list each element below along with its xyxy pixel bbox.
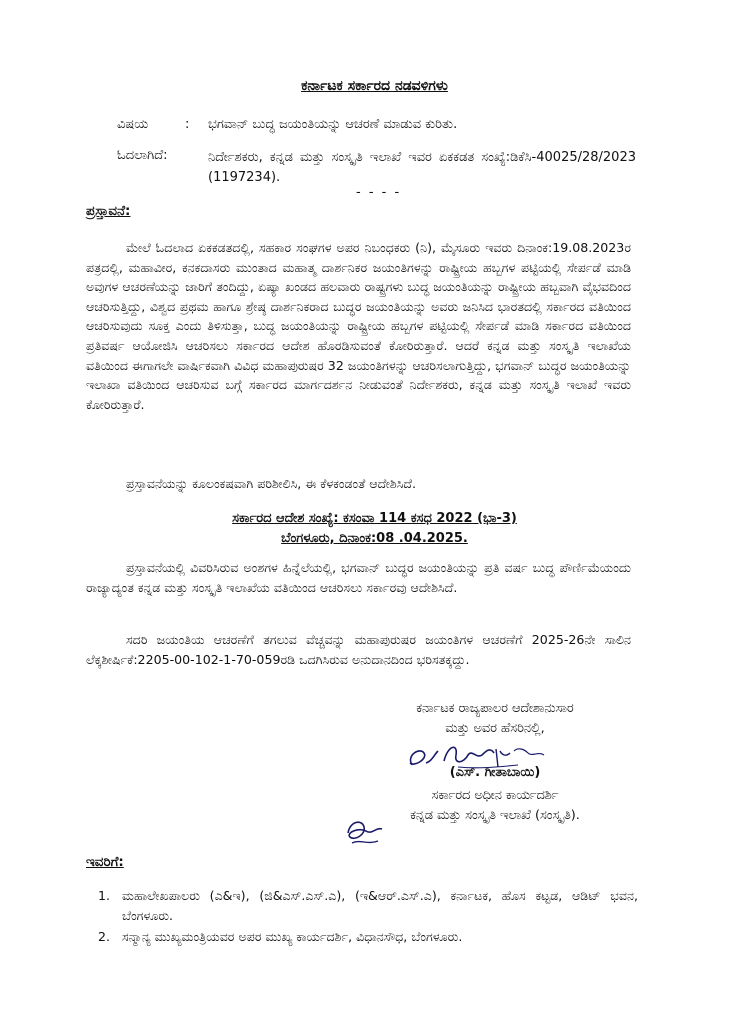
preamble-title: ಪ್ರಸ್ತಾವನೆ: (86, 203, 131, 219)
preamble-paragraph (86, 238, 631, 414)
reference-text: ನಿರ್ದೇಶಕರು, ಕನ್ನಡ ಮತ್ತು ಸಂಸ್ಕೃತಿ ಇಲಾಖೆ ಇವರ ಏಕಕಡತ ಸಂಖ್ಯೆ:ಡಿಕೆಸಿ-40025/28/2023 (1197234). (208, 150, 636, 185)
recipients-title: ಇವರಿಗೆ: (86, 854, 124, 870)
order-number-block (0, 509, 749, 549)
order-paragraph-2 (86, 630, 631, 669)
subject-colon: : (185, 117, 190, 132)
list-item-number: 1. (98, 888, 111, 903)
list-item (98, 927, 638, 947)
list-item-number: 2. (98, 929, 111, 945)
list-item-text: ಸನ್ಮಾನ್ಯ ಮುಖ್ಯಮಂತ್ರಿಯವರ ಅಪರ ಮುಖ್ಯ ಕಾರ್ಯದರ್ಶಿ, ವಿಧಾನಸೌಧ, ಬೆಂಗಳೂರು. (122, 929, 463, 945)
order-paragraph-1 (86, 558, 631, 597)
order-number: ಸರ್ಕಾರದ ಆದೇಶ ಸಂಖ್ಯೆ: ಕಸಂವಾ 114 ಕಸಧ 2022 (ಭಾ-3) (232, 511, 517, 526)
examination-text: ಪ್ರಸ್ತಾವನೆಯನ್ನು ಕೂಲಂಕಷವಾಗಿ ಪರಿಶೀಲಿಸಿ, ಈ ಕೆಳಕಂಡಂತೆ ಆದೇಶಿಸಿದೆ. (126, 476, 417, 491)
order-text-2: ಸದರಿ ಜಯಂತಿಯ ಆಚರಣೆಗೆ ತಗಲುವ ವೆಚ್ಚವನ್ನು ಮಹಾಪುರುಷರ ಜಯಂತಿಗಳ ಆಚರಣೆಗೆ 2025-26ನೇ ಸಾಲಿನ ಲೆಕ್ಕಶೀರ್ಷಿಕೆ:2205-00-102-1-70-059ರಡಿ ಒದಗಿಸಿರುವ ಅನುದಾನದಿಂದ ಭರಿಸತಕ್ಕದ್ದು. (86, 632, 631, 667)
designation-line-1: ಸರ್ಕಾರದ ಅಧೀನ ಕಾರ್ಯದರ್ಶಿ (431, 788, 559, 803)
list-item (98, 886, 638, 925)
document-heading: ಕರ್ನಾಟಕ ಸರ್ಕಾರದ ನಡವಳಿಗಳು (301, 78, 448, 94)
designation-line-2: ಕನ್ನಡ ಮತ್ತು ಸಂಸ್ಕೃತಿ ಇಲಾಖೆ (ಸಂಸ್ಕೃತಿ). (410, 808, 580, 823)
handwritten-initial (340, 813, 400, 849)
recipients-list (98, 886, 638, 949)
list-item-text: ಮಹಾಲೇಖಪಾಲರು (ಎ&ಇ), (ಜಿ&ಎಸ್.ಎಸ್.ಎ), (ಇ&ಆರ್.ಎಸ್.ಎ), ಕರ್ನಾಟಕ, ಹೊಸ ಕಟ್ಟಡ, ಆಡಿಟ್ ಭವನ, ಬೆಂಗಳೂರು. (122, 888, 638, 923)
authority-line-2: ಮತ್ತು ಅವರ ಹೆಸರಿನಲ್ಲಿ, (445, 721, 545, 736)
preamble-text: ಮೇಲೆ ಓದಲಾದ ಏಕಕಡತದಲ್ಲಿ, ಸಹಕಾರ ಸಂಘಗಳ ಅಪರ ನಿಬಂಧಕರು (ನಿ), ಮೈಸೂರು ಇವರು ದಿನಾಂಕ:19.08.2023ರ ಪತ್ರದಲ್ಲಿ, ಮಹಾವೀರ, ಕನಕದಾಸರು ಮುಂತಾದ ಮಹಾತ್ಮ ದಾರ್ಶನಿಕರ ಜಯಂತಿಗಳನ್ನು ರಾಷ್ಟ್ರೀಯ ಹಬ್ಬಗಳ ಪಟ್ಟಿಯಲ್ಲಿ ಸೇರ್ಪಡೆ ಮಾಡಿ ಅವುಗಳ ಆಚರಣೆಯನ್ನು ಜಾರಿಗೆ ತಂದಿದ್ದು, ಏಷ್ಯಾ ಖಂಡದ ಹಲವಾರು ರಾಷ್ಟ್ರಗಳು ಬುದ್ಧ ಜಯಂತಿಯನ್ನು ರಾಷ್ಟ್ರೀಯ ಹಬ್ಬವಾಗಿ ವೈಭವದಿಂದ ಆಚರಿಸುತ್ತಿದ್ದು, ವಿಶ್ವದ ಪ್ರಥಮ ಹಾಗೂ ಶ್ರೇಷ್ಠ ದಾರ್ಶನಿಕರಾದ ಬುದ್ಧರ ಜಯಂತಿಯನ್ನು ಅವರು ಜನಿಸಿದ ಭಾರತದಲ್ಲಿ ಸರ್ಕಾರದ ವತಿಯಿಂದ ಆಚರಿಸುವುದು ಸೂಕ್ತ ಎಂದು ತಿಳಿಸುತ್ತಾ, ಬುದ್ಧ ಜಯಂತಿಯನ್ನು ರಾಷ್ಟ್ರೀಯ ಹಬ್ಬಗಳ ಪಟ್ಟಿಯಲ್ಲಿ ಸೇರ್ಪಡೆ ಮಾಡಿ ಸರ್ಕಾರದ ವತಿಯಿಂದ ಪ್ರತಿವರ್ಷ ಆಯೋಜಿಸಿ ಆಚರಿಸಲು ಸರ್ಕಾರದ ಆದೇಶ ಹೊರಡಿಸುವಂತೆ ಕೋರಿರುತ್ತಾರೆ. ಆದರೆ ಕನ್ನಡ ಮತ್ತು ಸಂಸ್ಕೃತಿ ಇಲಾಖೆಯ ವತಿಯಿಂದ ಈಗಾಗಲೇ ವಾರ್ಷಿಕವಾಗಿ ವಿವಿಧ ಮಹಾಪುರುಷರ 32 ಜಯಂತಿಗಳನ್ನು ಆಚರಿಸಲಾಗುತ್ತಿದ್ದು, ಭಗವಾನ್ ಬುದ್ಧರ ಜಯಂತಿಯನ್ನು ಇಲಾಖಾ ವತಿಯಿಂದ ಆಚರಿಸುವ ಬಗ್ಗೆ ಸರ್ಕಾರದ ಮಾರ್ಗದರ್ಶನ ನೀಡುವಂತೆ ನಿರ್ದೇಶಕರು, ಕನ್ನಡ ಮತ್ತು ಸಂಸ್ಕೃತಿ ಇಲಾಖೆ ಇವರು ಕೋರಿರುತ್ತಾರೆ. (86, 240, 631, 412)
separator: - - - - (356, 185, 402, 200)
subject-label: ವಿಷಯ (117, 117, 149, 132)
reference-label: ಓದಲಾಗಿದೆ: (117, 148, 168, 163)
subject-text: ಭಗವಾನ್ ಬುದ್ಧ ಜಯಂತಿಯನ್ನು ಆಚರಣೆ ಮಾಡುವ ಕುರಿತು. (208, 117, 458, 132)
authority-line-1: ಕರ್ನಾಟಕ ರಾಜ್ಯಪಾಲರ ಆದೇಶಾನುಸಾರ (416, 701, 574, 716)
order-text-1: ಪ್ರಸ್ತಾವನೆಯಲ್ಲಿ ವಿವರಿಸಿರುವ ಅಂಶಗಳ ಹಿನ್ನೆಲೆಯಲ್ಲಿ, ಭಗವಾನ್ ಬುದ್ಧರ ಜಯಂತಿಯನ್ನು ಪ್ರತಿ ವರ್ಷ ಬುದ್ಧ ಪೌರ್ಣಿಮೆಯಂದು ರಾಜ್ಯಾದ್ಯಂತ ಕನ್ನಡ ಮತ್ತು ಸಂಸ್ಕೃತಿ ಇಲಾಖೆಯ ವತಿಯಿಂದ ಆಚರಿಸಲು ಸರ್ಕಾರವು ಆದೇಶಿಸಿದೆ. (86, 560, 631, 595)
signer-name: (ಎಸ್. ಗೀತಾಬಾಯಿ) (449, 765, 541, 780)
examination-paragraph (86, 474, 631, 494)
authority-block (330, 699, 660, 739)
order-date: ಬೆಂಗಳೂರು, ದಿನಾಂಕ:08 .04.2025. (281, 531, 468, 546)
